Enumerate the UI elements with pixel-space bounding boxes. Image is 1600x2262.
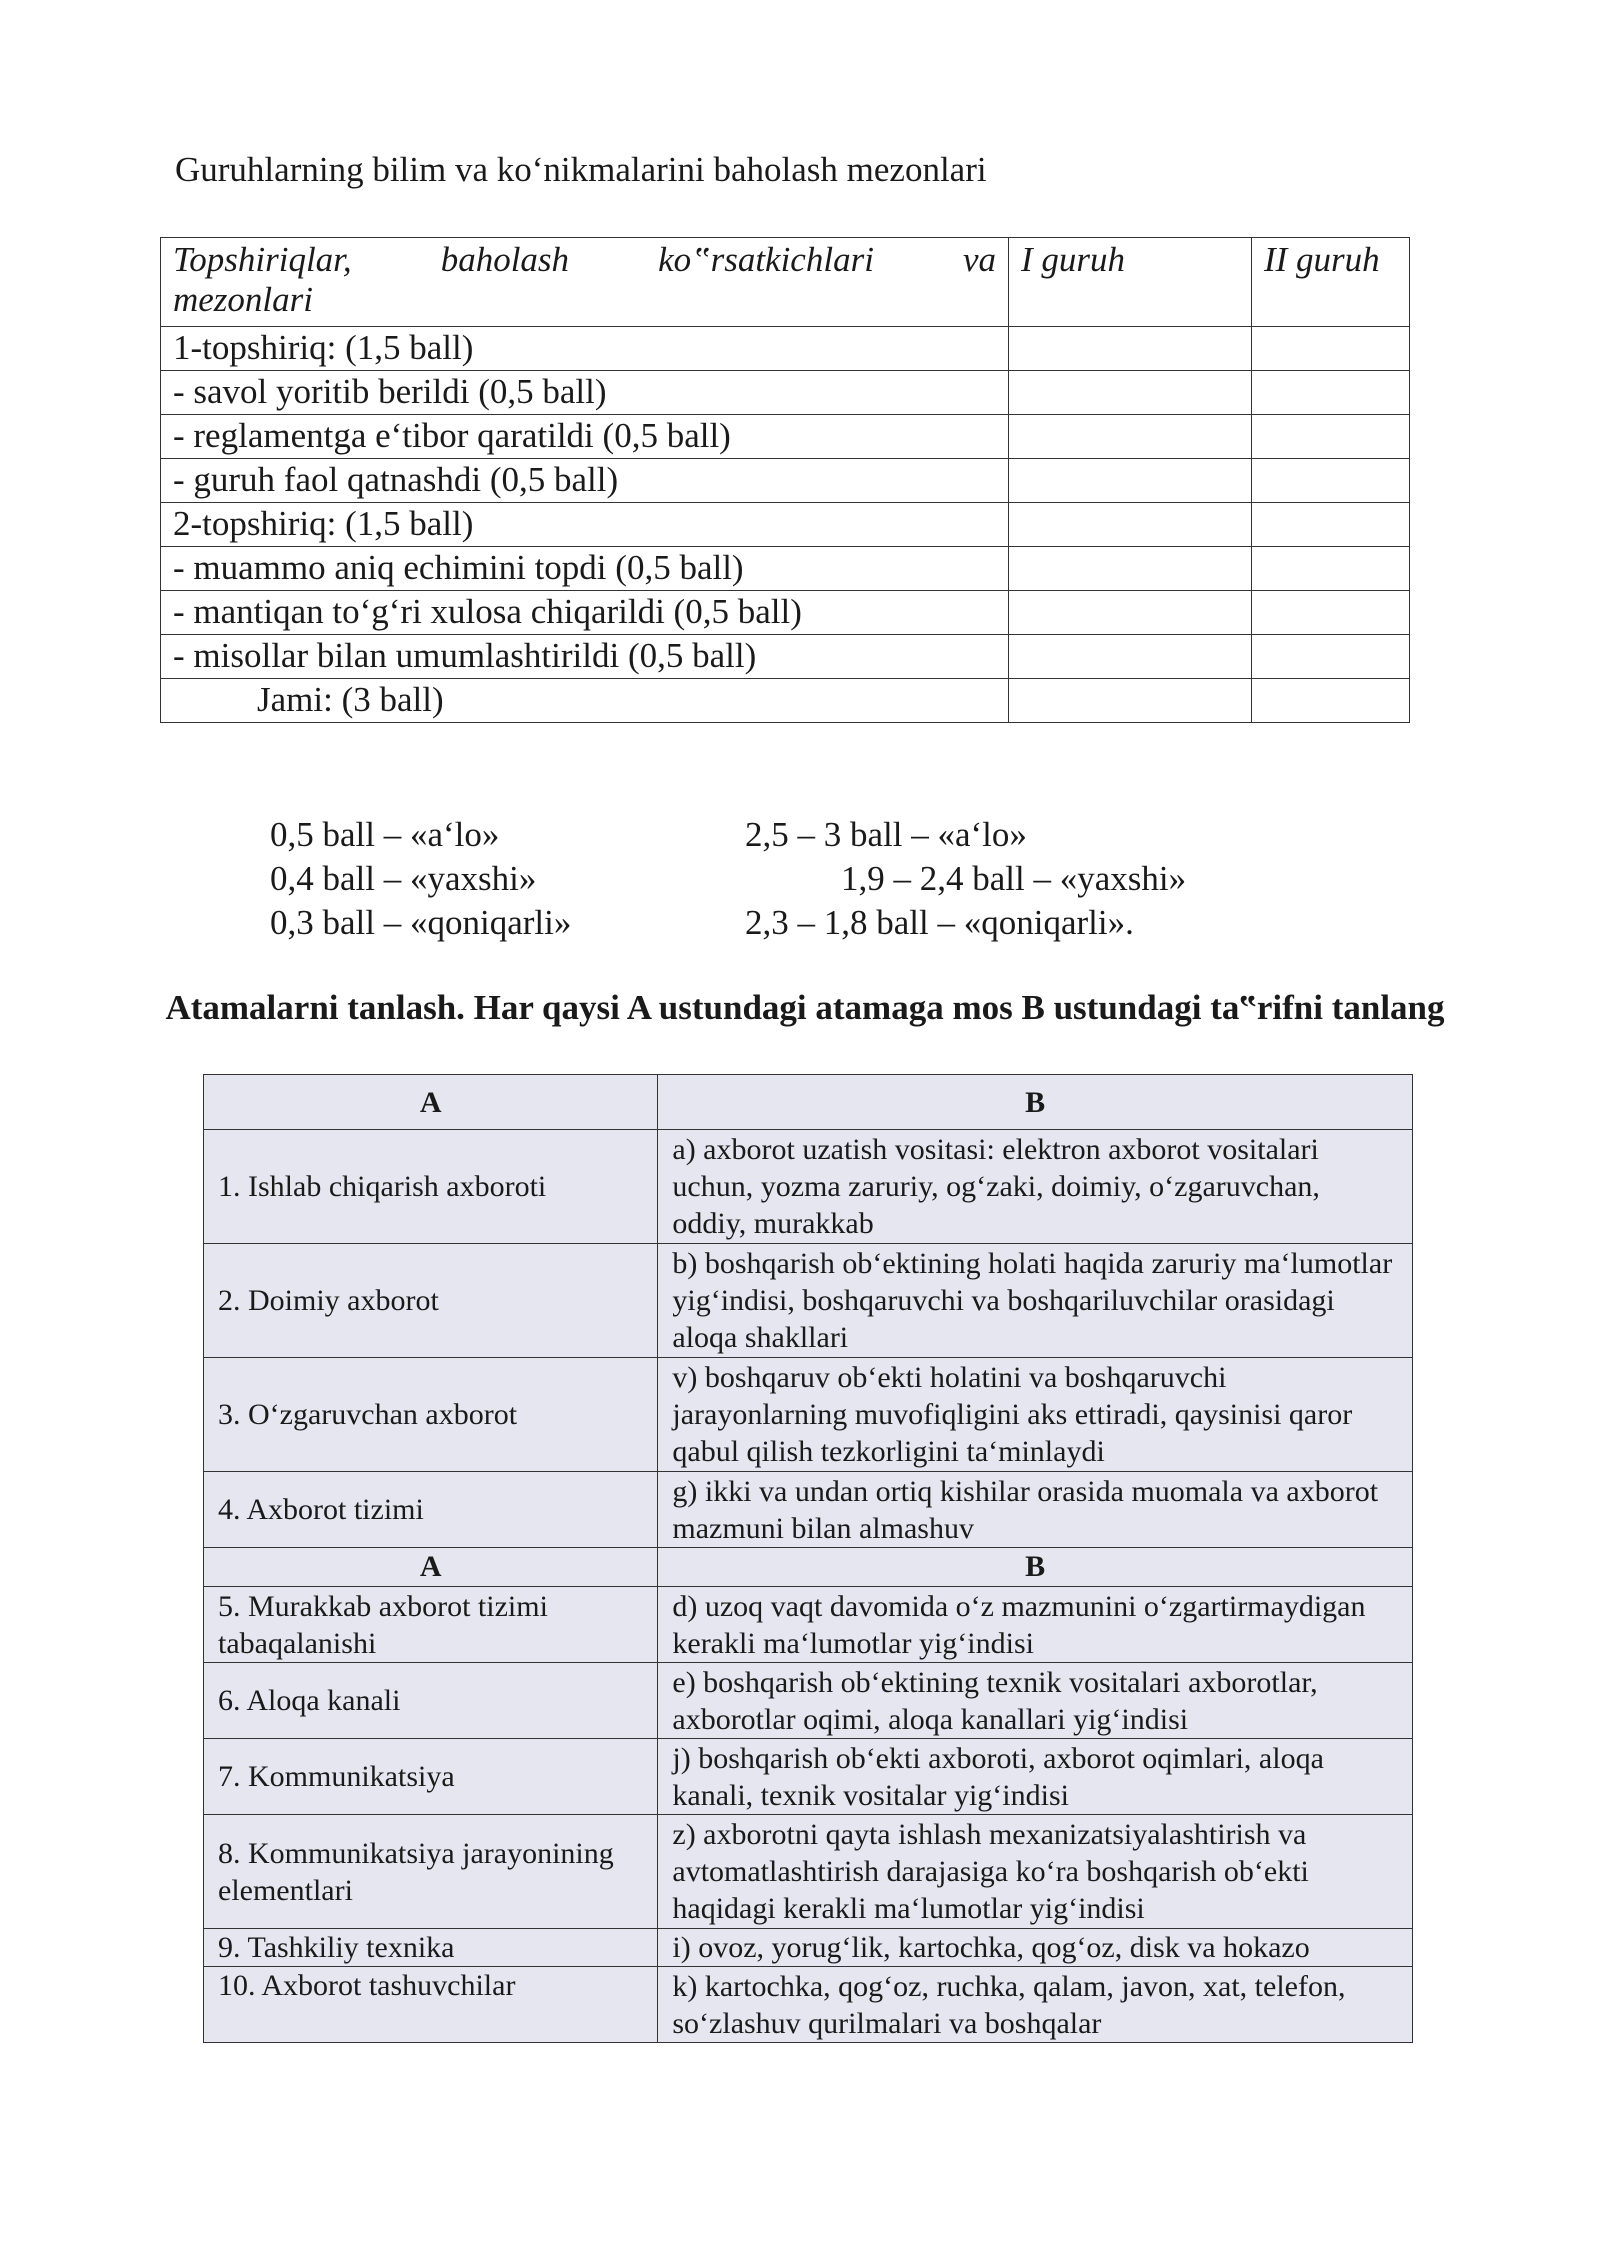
criteria-label: - reglamentga e‘tibor qaratildi (0,5 ball) xyxy=(161,415,1009,459)
matching-table xyxy=(203,1074,1413,2043)
definition-cell: k) kartochka, qog‘oz, ruchka, qalam, javon, xat, telefon, so‘zlashuv qurilmalari va boshqalar xyxy=(658,1967,1413,2043)
definition-cell: b) boshqarish ob‘ektining holati haqida zaruriy ma‘lumotlar yig‘indisi, boshqaruvchi va boshqariluvchilar orasidagi aloqa shakllari xyxy=(658,1244,1413,1358)
term-cell: 10. Axborot tashuvchilar xyxy=(204,1967,658,2043)
criteria-row xyxy=(161,635,1410,679)
definition-cell: d) uzoq vaqt davomida o‘z mazmunini o‘zgartirmaydigan kerakli ma‘lumotlar yig‘indisi xyxy=(658,1587,1413,1663)
group1-score-cell[interactable] xyxy=(1009,635,1252,679)
grade-scale-total xyxy=(745,813,1186,945)
term-cell: 4. Axborot tizimi xyxy=(204,1472,658,1548)
definition-cell: z) axborotni qayta ishlash mexanizatsiyalashtirish va avtomatlashtirish darajasiga ko‘ra boshqarish ob‘ekti haqidagi kerakli ma‘lumotlar yig‘indisi xyxy=(658,1815,1413,1929)
column-a-header: A xyxy=(204,1075,658,1130)
matching-row xyxy=(204,1663,1413,1739)
criteria-label: 2-topshiriq: (1,5 ball) xyxy=(161,503,1009,547)
criteria-total-label: Jami: (3 ball) xyxy=(161,679,1009,723)
grade-scale-per-item xyxy=(270,813,571,945)
criteria-label: - muammo aniq echimini topdi (0,5 ball) xyxy=(161,547,1009,591)
group1-score-cell[interactable] xyxy=(1009,415,1252,459)
term-cell: 6. Aloqa kanali xyxy=(204,1663,658,1739)
matching-row xyxy=(204,1358,1413,1472)
criteria-row xyxy=(161,547,1410,591)
grade-line: 0,4 ball – «yaxshi» xyxy=(270,859,537,898)
criteria-label: - misollar bilan umumlashtirildi (0,5 ball) xyxy=(161,635,1009,679)
grade-line: 0,5 ball – «a‘lo» xyxy=(270,815,500,854)
criteria-header-line1: Topshiriqlar, baholash ko‟rsatkichlari va xyxy=(173,240,996,279)
group2-score-cell[interactable] xyxy=(1252,547,1410,591)
group1-score-cell[interactable] xyxy=(1009,503,1252,547)
column-a-header: A xyxy=(204,1548,658,1587)
criteria-label: - mantiqan to‘g‘ri xulosa chiqarildi (0,5 ball) xyxy=(161,591,1009,635)
criteria-table xyxy=(160,237,1410,723)
group2-score-cell[interactable] xyxy=(1252,459,1410,503)
criteria-total-row xyxy=(161,679,1410,723)
term-cell: 7. Kommunikatsiya xyxy=(204,1739,658,1815)
group1-score-cell[interactable] xyxy=(1009,547,1252,591)
matching-header-row xyxy=(204,1075,1413,1130)
matching-row xyxy=(204,1815,1413,1929)
term-cell: 9. Tashkiliy texnika xyxy=(204,1929,658,1967)
matching-row xyxy=(204,1130,1413,1244)
matching-row xyxy=(204,1244,1413,1358)
criteria-header-group2: II guruh xyxy=(1252,238,1410,327)
criteria-row xyxy=(161,415,1410,459)
criteria-row xyxy=(161,327,1410,371)
definition-cell: e) boshqarish ob‘ektining texnik vositalari axborotlar, axborotlar oqimi, aloqa kanallari yig‘indisi xyxy=(658,1663,1413,1739)
group1-score-cell[interactable] xyxy=(1009,459,1252,503)
group2-score-cell[interactable] xyxy=(1252,503,1410,547)
criteria-row xyxy=(161,459,1410,503)
matching-header-row xyxy=(204,1548,1413,1587)
column-b-header: B xyxy=(658,1075,1413,1130)
criteria-label: - guruh faol qatnashdi (0,5 ball) xyxy=(161,459,1009,503)
term-cell: 8. Kommunikatsiya jarayonining elementlari xyxy=(204,1815,658,1929)
grade-line: 2,3 – 1,8 ball – «qoniqarli». xyxy=(745,903,1134,942)
criteria-header-group1: I guruh xyxy=(1009,238,1252,327)
grade-line: 1,9 – 2,4 ball – «yaxshi» xyxy=(841,859,1187,898)
group1-score-cell[interactable] xyxy=(1009,591,1252,635)
term-cell: 5. Murakkab axborot tizimi tabaqalanishi xyxy=(204,1587,658,1663)
group1-total-cell[interactable] xyxy=(1009,679,1252,723)
criteria-label: - savol yoritib berildi (0,5 ball) xyxy=(161,371,1009,415)
matching-row xyxy=(204,1472,1413,1548)
criteria-row xyxy=(161,371,1410,415)
criteria-header-line2: mezonlari xyxy=(173,280,313,319)
criteria-header-row xyxy=(161,238,1410,327)
definition-cell: a) axborot uzatish vositasi: elektron axborot vositalari uchun, yozma zaruriy, og‘zaki, doimiy, o‘zgaruvchan, oddiy, murakkab xyxy=(658,1130,1413,1244)
matching-row xyxy=(204,1967,1413,2043)
group2-score-cell[interactable] xyxy=(1252,327,1410,371)
definition-cell: v) boshqaruv ob‘ekti holatini va boshqaruvchi jarayonlarning muvofiqligini aks ettiradi, qaysinisi qaror qabul qilish tezkorligini ta‘minlaydi xyxy=(658,1358,1413,1472)
term-cell: 3. O‘zgaruvchan axborot xyxy=(204,1358,658,1472)
matching-row xyxy=(204,1739,1413,1815)
group2-score-cell[interactable] xyxy=(1252,591,1410,635)
group1-score-cell[interactable] xyxy=(1009,327,1252,371)
definition-cell: i) ovoz, yorug‘lik, kartochka, qog‘oz, disk va hokazo xyxy=(658,1929,1413,1967)
definition-cell: j) boshqarish ob‘ekti axboroti, axborot oqimlari, aloqa kanali, texnik vositalar yig‘indisi xyxy=(658,1739,1413,1815)
matching-row xyxy=(204,1587,1413,1663)
section-title: Atamalarni tanlash. Har qaysi A ustundagi atamaga mos B ustundagi ta‟rifni tanlang xyxy=(165,988,1445,1027)
group2-total-cell[interactable] xyxy=(1252,679,1410,723)
criteria-label: 1-topshiriq: (1,5 ball) xyxy=(161,327,1009,371)
group1-score-cell[interactable] xyxy=(1009,371,1252,415)
grade-line: 2,5 – 3 ball – «a‘lo» xyxy=(745,815,1027,854)
group2-score-cell[interactable] xyxy=(1252,415,1410,459)
criteria-row xyxy=(161,591,1410,635)
criteria-header-tasks xyxy=(161,238,1009,327)
grade-line: 0,3 ball – «qoniqarli» xyxy=(270,903,572,942)
page-title: Guruhlarning bilim va ko‘nikmalarini baholash mezonlari xyxy=(175,150,987,189)
column-b-header: B xyxy=(658,1548,1413,1587)
criteria-row xyxy=(161,503,1410,547)
definition-cell: g) ikki va undan ortiq kishilar orasida muomala va axborot mazmuni bilan almashuv xyxy=(658,1472,1413,1548)
group2-score-cell[interactable] xyxy=(1252,371,1410,415)
group2-score-cell[interactable] xyxy=(1252,635,1410,679)
term-cell: 2. Doimiy axborot xyxy=(204,1244,658,1358)
term-cell: 1. Ishlab chiqarish axboroti xyxy=(204,1130,658,1244)
matching-row xyxy=(204,1929,1413,1967)
